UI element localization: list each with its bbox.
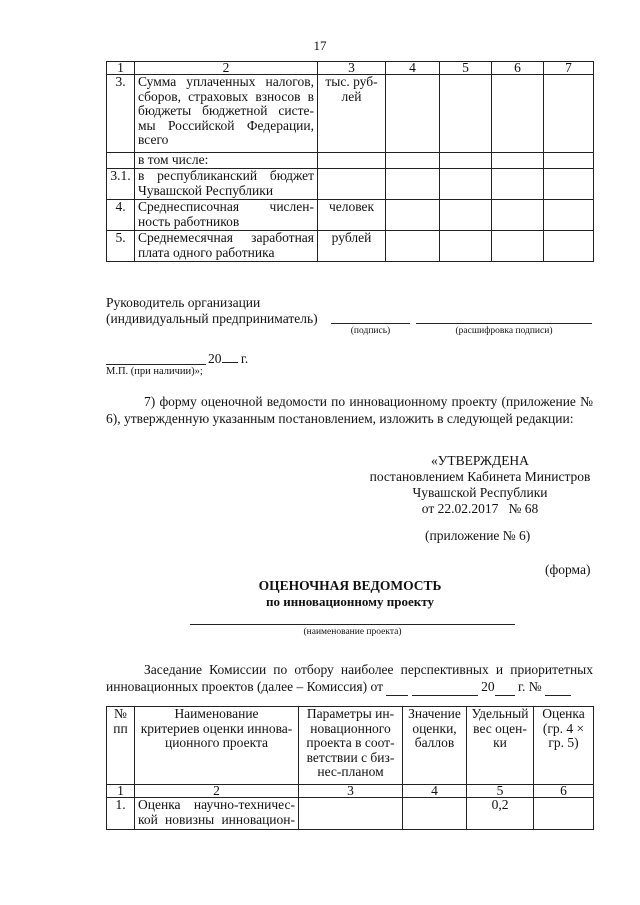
approval-block (340, 453, 620, 517)
empty-cell (544, 169, 594, 200)
empty-cell (544, 200, 594, 231)
header-line: критериев оценки иннова- (140, 720, 293, 736)
month-blank (412, 678, 478, 696)
empty-cell (403, 798, 467, 830)
row-name (135, 798, 299, 830)
empty-cell (386, 231, 440, 262)
table-row (107, 169, 594, 200)
date-line (106, 364, 206, 365)
header-line: ки (493, 735, 507, 750)
date-year-text: 20 (208, 351, 222, 366)
stamp-note: М.П. (при наличии)»; (106, 366, 203, 377)
meeting-suffix: г. № (518, 679, 542, 694)
meeting-line2-text: инновационных проектов (далее – Комиссия) от (106, 679, 383, 694)
header-line: Оценка (542, 706, 585, 721)
header-line: Параметры ин- (306, 706, 395, 721)
row-name-line: Чувашской Республики (138, 182, 274, 198)
row-number: 3. (107, 75, 135, 153)
row-name-line: в том числе: (138, 152, 209, 167)
meeting-year: 20 (481, 679, 495, 694)
row-name-line: сборов, страховых взносов в (138, 88, 314, 104)
empty-cell (299, 798, 403, 830)
row-unit: человек (318, 200, 386, 231)
appendix-label: (приложение № 6) (425, 528, 531, 543)
indicators-table (106, 61, 594, 262)
row-unit (318, 75, 386, 153)
header-line: ционного проекта (164, 735, 269, 750)
empty-cell (386, 75, 440, 153)
meeting-line2 (106, 678, 593, 696)
header-line: баллов (414, 735, 455, 750)
date-year-blank (222, 351, 238, 363)
signature-label-line2: (индивидуальный предприниматель) (106, 311, 318, 326)
table1-colnum: 6 (492, 62, 544, 75)
approval-line: «УТВЕРЖДЕНА (431, 453, 529, 468)
table1-colnum: 1 (107, 62, 135, 75)
table-row (107, 200, 594, 231)
table2-colnum: 1 (107, 785, 135, 798)
row-name (135, 200, 318, 231)
table1-colnum: 4 (386, 62, 440, 75)
empty-cell (440, 200, 492, 231)
table2-column-numbers (107, 785, 594, 798)
row-name-line: всего (138, 132, 169, 147)
table1-colnum: 2 (135, 62, 318, 75)
row-weight: 0,2 (467, 798, 534, 830)
empty-cell (544, 231, 594, 262)
table2-colnum: 3 (299, 785, 403, 798)
table2-colnum: 5 (467, 785, 534, 798)
empty-cell (544, 75, 594, 153)
row-name-line: в республиканский бюджет (138, 168, 314, 183)
table1-colnum: 5 (440, 62, 492, 75)
row-name-line: бюджеты бюджетной систе- (138, 103, 314, 118)
row-name-line: Сумма уплаченных налогов, (138, 74, 314, 89)
row-name (135, 75, 318, 153)
row-number: 5. (107, 231, 135, 262)
date-suffix: г. (240, 351, 249, 366)
row-name-line: Среднемесячная заработная (138, 230, 314, 245)
page-number: 17 (313, 38, 327, 53)
empty-cell (386, 169, 440, 200)
row-name (135, 169, 318, 200)
header-line: нес-планом (317, 764, 384, 779)
header-weight (467, 707, 534, 785)
empty-cell (544, 153, 594, 169)
paragraph-7: 7) форму оценочной ведомости по инновационному проекту (приложение № 6), утвержденную указанным постановлением, изложить в следующей редакции: (106, 394, 593, 426)
row-name-line: Среднесписочная числен- (138, 199, 314, 214)
meeting-line1: Заседание Комиссии по отбору наиболее перспективных и приоритетных (144, 662, 593, 677)
table2-colnum: 2 (135, 785, 299, 798)
table1-colnum: 7 (544, 62, 594, 75)
header-line: Значение (408, 706, 461, 721)
table1-colnum: 3 (318, 62, 386, 75)
row-unit-line: лей (341, 88, 362, 104)
empty-cell (440, 75, 492, 153)
signature-line (331, 323, 410, 324)
project-name-caption: (наименование проекта) (303, 627, 402, 637)
row-number: 4. (107, 200, 135, 231)
header-line: Удельный (471, 706, 529, 721)
header-line: гр. 5) (548, 735, 579, 750)
header-line: новационного (310, 720, 391, 736)
empty-cell (492, 231, 544, 262)
evaluation-table (106, 706, 594, 830)
empty-cell (492, 169, 544, 200)
project-name-line (190, 624, 515, 625)
row-name-line: Оценка научно-техничес- (138, 797, 295, 812)
header-line: пп (113, 720, 128, 736)
table1-column-numbers (107, 62, 594, 75)
table2-colnum: 4 (403, 785, 467, 798)
empty-cell (492, 153, 544, 169)
table-row (107, 153, 594, 169)
date-year (208, 351, 248, 367)
row-number (107, 153, 135, 169)
row-unit: рублей (318, 231, 386, 262)
header-value (403, 707, 467, 785)
row-name-line: кой новизны инновацион- (138, 811, 295, 827)
row-name (135, 153, 318, 169)
row-name-line: плата одного работника (138, 244, 275, 260)
empty-cell (386, 200, 440, 231)
approval-line: Чувашской Республики (412, 485, 548, 500)
header-num (107, 707, 135, 785)
number-blank (545, 678, 571, 696)
header-line: Наименование (174, 706, 259, 721)
empty-cell (318, 153, 386, 169)
table2-header-row (107, 707, 594, 785)
empty-cell (440, 231, 492, 262)
row-name-line: мы Российской Федерации, (138, 117, 314, 133)
row-unit-line: тыс. руб- (325, 74, 378, 89)
header-criteria (135, 707, 299, 785)
header-line: № (114, 706, 127, 721)
decode-caption: (расшифровка подписи) (455, 326, 553, 336)
table-row (107, 798, 594, 830)
table-row (107, 75, 594, 153)
approval-line: постановлением Кабинета Министров (369, 469, 591, 484)
empty-cell (440, 153, 492, 169)
approval-line: от 22.02.2017 № 68 (421, 501, 539, 516)
day-blank (386, 678, 408, 696)
document-subtitle: по инновационному проекту (266, 594, 434, 609)
year-blank (495, 678, 515, 696)
document-title: ОЦЕНОЧНАЯ ВЕДОМОСТЬ (258, 578, 442, 593)
row-name (135, 231, 318, 262)
empty-cell (492, 75, 544, 153)
empty-cell (386, 153, 440, 169)
empty-cell (318, 169, 386, 200)
header-parameters (299, 707, 403, 785)
empty-cell (440, 169, 492, 200)
table2-colnum: 6 (534, 785, 594, 798)
header-line: (гр. 4 × (542, 720, 585, 736)
row-number: 1. (107, 798, 135, 830)
table-row (107, 231, 594, 262)
signature-label-line1: Руководитель организации (106, 295, 261, 310)
row-name-line: ность работников (138, 213, 240, 229)
decode-line (416, 323, 592, 324)
header-line: ветствии с биз- (306, 749, 395, 765)
empty-cell (534, 798, 594, 830)
empty-cell (492, 200, 544, 231)
header-score (534, 707, 594, 785)
meeting-text (106, 661, 593, 696)
signature-caption: (подпись) (350, 326, 391, 336)
header-line: оценки, (412, 720, 457, 736)
row-number: 3.1. (107, 169, 135, 200)
header-line: вес оцен- (473, 720, 527, 736)
form-label: (форма) (545, 562, 591, 577)
header-line: проекта в соот- (306, 735, 395, 750)
